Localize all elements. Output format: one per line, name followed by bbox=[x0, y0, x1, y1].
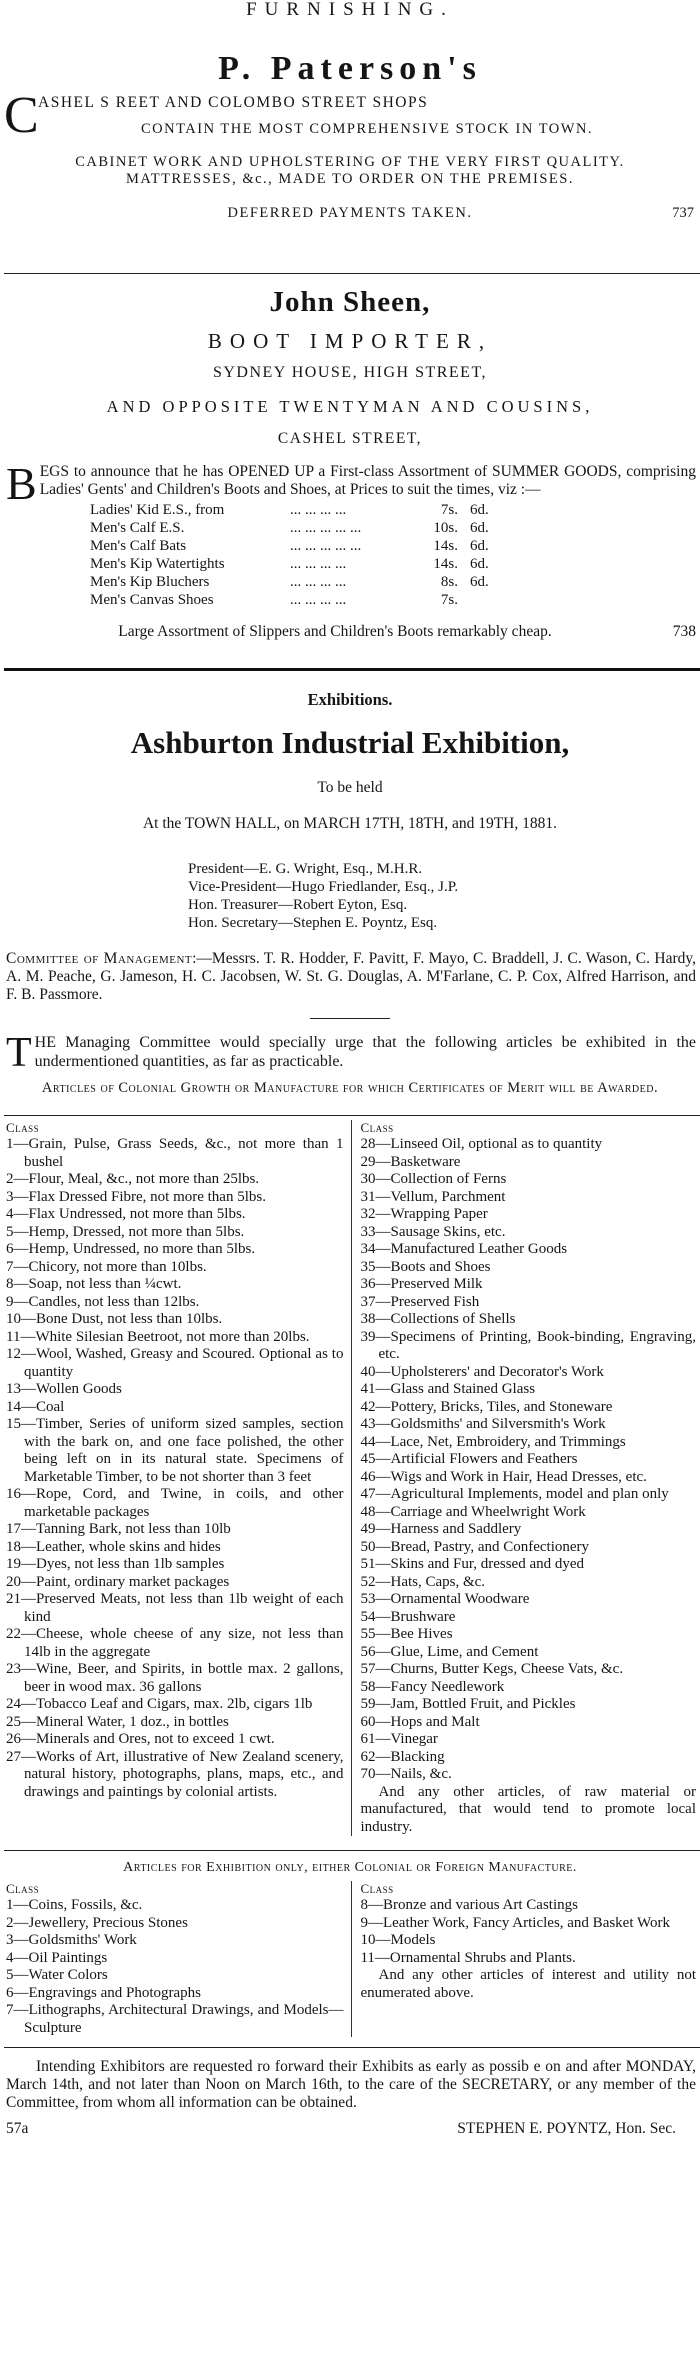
article-item: 23—Wine, Beer, and Spirits, in bottle max. 2 gallons, beer in wood max. 36 gallons bbox=[6, 1661, 344, 1695]
ad-number: 738 bbox=[672, 623, 696, 640]
article-item: 1—Coins, Fossils, &c. bbox=[6, 1897, 143, 1913]
article-item: 45—Artificial Flowers and Feathers bbox=[360, 1451, 578, 1467]
article-item: 36—Preserved Milk bbox=[360, 1276, 483, 1292]
address-line-3: CASHEL STREET, bbox=[277, 430, 423, 447]
paterson-advert bbox=[0, 0, 700, 226]
officer-line: Vice-President—Hugo Friedlander, Esq., J.P. bbox=[188, 879, 459, 895]
article-item: 17—Tanning Bark, not less than 10lb bbox=[6, 1521, 231, 1537]
article-item: 33—Sausage Skins, etc. bbox=[360, 1223, 506, 1240]
article-item: 28—Linseed Oil, optional as to quantity bbox=[360, 1136, 603, 1152]
price-table bbox=[90, 501, 489, 609]
article-item: 42—Pottery, Bricks, Tiles, and Stoneware bbox=[360, 1398, 613, 1415]
article-item: 61—Vinegar bbox=[360, 1731, 438, 1747]
article-item: 41—Glass and Stained Glass bbox=[360, 1381, 536, 1397]
class-label: Class bbox=[6, 1120, 40, 1135]
foot-number: 57a bbox=[6, 2120, 29, 2137]
address-line-2: AND OPPOSITE TWENTYMAN AND COUSINS, bbox=[106, 397, 594, 416]
article-item: 29—Basketware bbox=[360, 1153, 461, 1170]
price-row: Men's Kip Bluchers ... ... ... ... 8s. 6d. bbox=[90, 574, 489, 590]
article-item: 34—Manufactured Leather Goods bbox=[360, 1241, 568, 1257]
article-item: 12—Wool, Washed, Greasy and Scoured. Optional as to quantity bbox=[6, 1346, 344, 1380]
article-item: 3—Goldsmiths' Work bbox=[6, 1932, 137, 1948]
article-item: 30—Collection of Ferns bbox=[360, 1171, 507, 1187]
article-item: 62—Blacking bbox=[360, 1748, 445, 1765]
article-item: 9—Candles, not less than 12lbs. bbox=[6, 1293, 200, 1310]
article-item: 14—Coal bbox=[6, 1398, 65, 1415]
article-item: 32—Wrapping Paper bbox=[360, 1206, 488, 1222]
article-item: 6—Engravings and Photographs bbox=[6, 1984, 201, 2001]
article-item: 11—White Silesian Beetroot, not more than 20lbs. bbox=[6, 1328, 310, 1345]
committee-label: Committee of Management bbox=[6, 950, 193, 967]
article-item: 10—Bone Dust, not less than 10lbs. bbox=[6, 1311, 223, 1327]
article-item: 11—Ornamental Shrubs and Plants. bbox=[360, 1949, 576, 1966]
article-item: 47—Agricultural Implements, model and plan only bbox=[360, 1486, 669, 1502]
dropcap: B bbox=[6, 458, 37, 509]
sheen-name: John Sheen, bbox=[269, 286, 431, 318]
article-item: 22—Cheese, whole cheese of any size, not less than 14lb in the aggregate bbox=[6, 1626, 344, 1660]
article-item: 13—Wollen Goods bbox=[6, 1381, 122, 1397]
article-item: 19—Dyes, not less than 1lb samples bbox=[6, 1556, 225, 1572]
officer-line: Hon. Secretary—Stephen E. Poyntz, Esq. bbox=[188, 915, 438, 931]
to-be-held: To be held bbox=[317, 779, 383, 796]
divider bbox=[4, 1850, 700, 1851]
committee-paragraph bbox=[0, 950, 700, 1004]
exhibition-title: Ashburton Industrial Exhibition, bbox=[130, 725, 570, 760]
article-item: 15—Timber, Series of uniform sized samples, section with the bark on, and one face polished, the other being left on in its natural state. Specimens of Marketable Timber, to be not shorter than 3 feet bbox=[6, 1416, 344, 1485]
article-item: 27—Works of Art, illustrative of New Zealand scenery, natural history, photographs, plans, maps, etc., and drawings and paintings by colonial artists. bbox=[6, 1748, 344, 1800]
article-item: 2—Flour, Meal, &c., not more than 25lbs. bbox=[6, 1171, 260, 1187]
slippers-line: Large Assortment of Slippers and Children's Boots remarkably cheap. bbox=[118, 623, 552, 640]
article-item: 70—Nails, &c. bbox=[360, 1766, 452, 1782]
article-item: 2—Jewellery, Precious Stones bbox=[6, 1914, 188, 1931]
right-closing: And any other articles, of raw material or manufactured, that would tend to promote local industry. bbox=[360, 1783, 696, 1835]
exhibition-only-left bbox=[6, 1881, 352, 2037]
intro-text: EGS to announce that he has OPENED UP a First-class Assortment of SUMMER GOODS, comprising Ladies' Gents' and Children's Boots and Shoes, at Prices to suit the times, viz :— bbox=[39, 463, 696, 498]
article-item: 16—Rope, Cord, and Twine, in coils, and other marketable packages bbox=[6, 1486, 344, 1520]
article-item: 7—Lithographs, Architectural Drawings, and Models—Sculpture bbox=[6, 2002, 344, 2036]
article-item: 21—Preserved Meats, not less than 1lb weight of each kind bbox=[6, 1591, 344, 1625]
dropcap: T bbox=[6, 1030, 32, 1076]
article-item: 55—Bee Hives bbox=[360, 1626, 453, 1642]
officer-line: Hon. Treasurer—Robert Eyton, Esq. bbox=[188, 897, 408, 913]
article-item: 8—Bronze and various Art Castings bbox=[360, 1897, 578, 1913]
sheen-intro bbox=[0, 458, 700, 509]
price-row: Ladies' Kid E.S., from ... ... ... ... 7s. 6d. bbox=[90, 502, 489, 518]
paterson-address-block bbox=[0, 87, 700, 144]
article-item: 38—Collections of Shells bbox=[360, 1311, 516, 1327]
price-row: Men's Calf E.S. ... ... ... ... ... 10s. 6d. bbox=[90, 520, 489, 536]
intending-paragraph: Intending Exhibitors are requested ro forward their Exhibits as early as possib e on and after MONDAY, March 14th, and not later than Noon on March 16th, to the care of the SECRETARY, or any member of the Committee, from whom all information can be obtained. bbox=[6, 2058, 696, 2111]
exhibition-notice bbox=[0, 690, 700, 2138]
article-item: 48—Carriage and Wheelwright Work bbox=[360, 1503, 586, 1520]
article-item: 25—Mineral Water, 1 doz., in bottles bbox=[6, 1713, 229, 1730]
price-row: Men's Canvas Shoes ... ... ... ... 7s. bbox=[90, 592, 458, 608]
thick-divider bbox=[4, 668, 700, 671]
article-item: 31—Vellum, Parchment bbox=[360, 1188, 506, 1205]
article-item: 4—Flax Undressed, not more than 5lbs. bbox=[6, 1206, 246, 1222]
class-label: Class bbox=[360, 1120, 394, 1135]
divider bbox=[4, 1115, 700, 1116]
dropcap: C bbox=[4, 87, 39, 144]
article-item: 60—Hops and Malt bbox=[360, 1713, 480, 1730]
article-item: 50—Bread, Pastry, and Confectionery bbox=[360, 1538, 590, 1555]
committee-members: :—Messrs. T. R. Hodder, F. Pavitt, F. Mayo, C. Braddell, J. C. Wason, C. Hardy, A. M. Peache, G. Jameson, H. C. Jacobsen, W. St. G. Douglas, A. M'Farlane, C. P. Cox, Alfred Harrison, and F. B. Passmore. bbox=[6, 950, 696, 1003]
article-item: 44—Lace, Net, Embroidery, and Trimmings bbox=[360, 1433, 626, 1450]
firm-name: P. Paterson's bbox=[218, 50, 482, 87]
stock-line: CONTAIN THE MOST COMPREHENSIVE STOCK IN TOWN. bbox=[140, 121, 594, 137]
ad-number: 737 bbox=[672, 205, 694, 221]
deferred-row bbox=[0, 204, 700, 226]
short-rule bbox=[310, 1018, 390, 1019]
article-item: 18—Leather, whole skins and hides bbox=[6, 1538, 221, 1555]
sheen-advert bbox=[0, 285, 700, 643]
furnishing-heading: FURNISHING. bbox=[246, 0, 454, 20]
trade-heading: BOOT IMPORTER, bbox=[207, 329, 493, 353]
article-item: 5—Hemp, Dressed, not more than 5lbs. bbox=[6, 1223, 245, 1240]
exhibition-only-columns bbox=[0, 1881, 700, 2037]
article-item: 43—Goldsmiths' and Silversmith's Work bbox=[360, 1416, 606, 1432]
article-item: 46—Wigs and Work in Hair, Head Dresses, etc. bbox=[360, 1468, 647, 1485]
cabinet-line: CABINET WORK AND UPHOLSTERING OF THE VERY FIRST QUALITY. bbox=[75, 154, 625, 170]
officers-list bbox=[0, 860, 700, 932]
article-item: 59—Jam, Bottled Fruit, and Pickles bbox=[360, 1696, 576, 1712]
class-label: Class bbox=[360, 1881, 394, 1896]
exhibition-only-right bbox=[352, 1881, 696, 2037]
urge-text: HE Managing Committee would specially urge that the following articles be exhibited in the undermentioned quantities, as far as practicable. bbox=[34, 1034, 696, 1070]
divider bbox=[4, 2047, 700, 2048]
closing-row bbox=[0, 623, 700, 643]
section-heading: Exhibitions. bbox=[307, 690, 393, 709]
article-item: 6—Hemp, Undressed, no more than 5lbs. bbox=[6, 1241, 256, 1257]
article-item: 10—Models bbox=[360, 1932, 436, 1948]
article-item: 5—Water Colors bbox=[6, 1967, 108, 1983]
article-item: 3—Flax Dressed Fibre, not more than 5lbs. bbox=[6, 1188, 266, 1205]
article-item: 58—Fancy Needlework bbox=[360, 1678, 505, 1695]
signature-row bbox=[0, 2120, 700, 2138]
article-item: 39—Specimens of Printing, Book-binding, Engraving, etc. bbox=[360, 1328, 696, 1362]
articles-left-column bbox=[6, 1120, 352, 1836]
article-item: 4—Oil Paintings bbox=[6, 1949, 108, 1966]
article-item: 40—Upholsterers' and Decorator's Work bbox=[360, 1363, 604, 1380]
price-row: Men's Calf Bats ... ... ... ... ... 14s. 6d. bbox=[90, 538, 489, 554]
deferred-payments: DEFERRED PAYMENTS TAKEN. bbox=[227, 205, 473, 221]
article-item: 49—Harness and Saddlery bbox=[360, 1521, 522, 1537]
articles-columns bbox=[0, 1120, 700, 1836]
exhibition-dates: At the TOWN HALL, on MARCH 17TH, 18TH, and 19TH, 1881. bbox=[142, 815, 558, 832]
article-item: 8—Soap, not less than ¼cwt. bbox=[6, 1276, 182, 1292]
articles-heading: Articles of Colonial Growth or Manufacture for which Certificates of Merit will be Awarded. bbox=[41, 1080, 659, 1096]
address-line: ASHEL S REET AND COLOMBO STREET SHOPS bbox=[38, 94, 429, 111]
article-item: 56—Glue, Lime, and Cement bbox=[360, 1643, 539, 1660]
address-line-1: SYDNEY HOUSE, HIGH STREET, bbox=[212, 364, 488, 381]
right-closing: And any other articles of interest and utility not enumerated above. bbox=[360, 1967, 696, 2001]
signature: STEPHEN E. POYNTZ, Hon. Sec. bbox=[457, 2120, 676, 2137]
article-item: 53—Ornamental Woodware bbox=[360, 1591, 530, 1607]
exhibition-only-heading: Articles for Exhibition only, either Colonial or Foreign Manufacture. bbox=[123, 1860, 577, 1875]
article-item: 35—Boots and Shoes bbox=[360, 1258, 491, 1275]
articles-right-column bbox=[352, 1120, 696, 1836]
article-item: 20—Paint, ordinary market packages bbox=[6, 1573, 230, 1590]
class-label: Class bbox=[6, 1881, 40, 1896]
article-item: 9—Leather Work, Fancy Articles, and Basket Work bbox=[360, 1914, 670, 1931]
article-item: 1—Grain, Pulse, Grass Seeds, &c., not more than 1 bushel bbox=[6, 1136, 344, 1170]
price-row: Men's Kip Watertights ... ... ... ... 14s. 6d. bbox=[90, 556, 489, 572]
article-item: 54—Brushware bbox=[360, 1608, 456, 1625]
urge-paragraph bbox=[0, 1030, 700, 1076]
article-item: 37—Preserved Fish bbox=[360, 1293, 480, 1310]
divider bbox=[4, 273, 700, 274]
article-item: 57—Churns, Butter Kegs, Cheese Vats, &c. bbox=[360, 1661, 624, 1677]
mattresses-line: MATTRESSES, &c., MADE TO ORDER ON THE PREMISES. bbox=[126, 171, 574, 187]
article-item: 52—Hats, Caps, &c. bbox=[360, 1573, 486, 1590]
article-item: 51—Skins and Fur, dressed and dyed bbox=[360, 1556, 585, 1572]
article-item: 7—Chicory, not more than 10lbs. bbox=[6, 1258, 207, 1275]
officer-line: President—E. G. Wright, Esq., M.H.R. bbox=[188, 861, 423, 877]
article-item: 24—Tobacco Leaf and Cigars, max. 2lb, cigars 1lb bbox=[6, 1696, 313, 1712]
article-item: 26—Minerals and Ores, not to exceed 1 cwt. bbox=[6, 1731, 275, 1747]
